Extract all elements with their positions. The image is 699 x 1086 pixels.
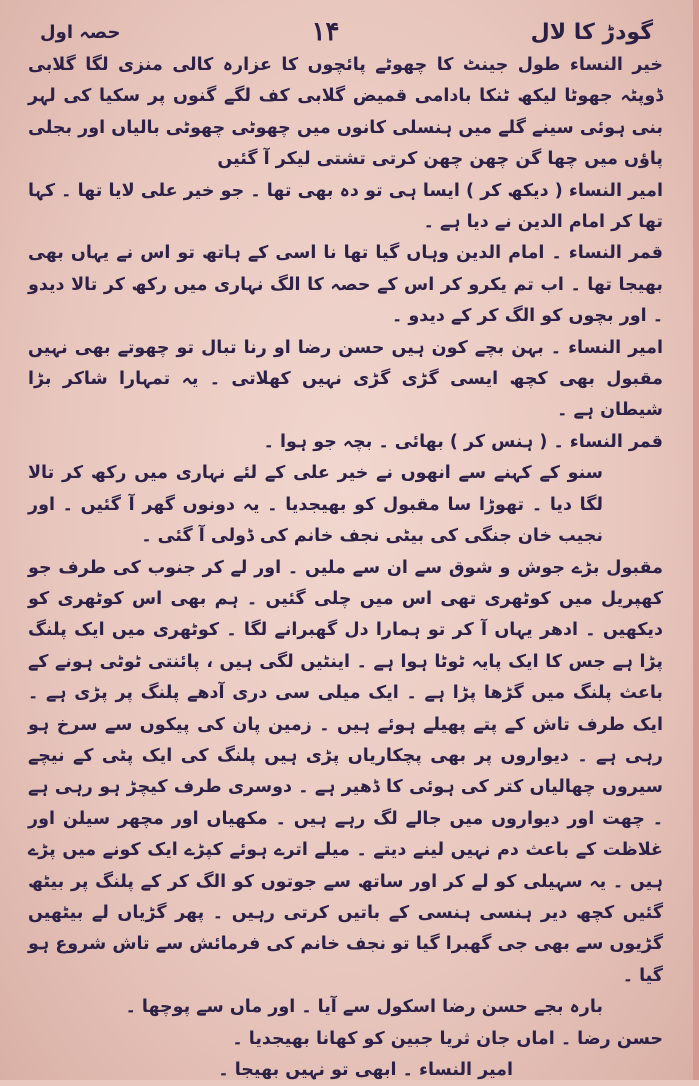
paragraph: مقبول بڑے جوش و شوق سے ان سے ملیں ۔ اور لے کر جنوب کی طرف جو کھپریل میں کوٹھری تھی اس میں چلی گئیں ۔ ہم بھی اس کوٹھری کو دیکھیں ۔ ادھر یہاں آ کر تو ہمارا دل گھبرانے لگا ۔ کوٹھری میں ایک پلنگ پڑا ہے جس کا ایک پایہ ٹوٹا ہوا ہے ۔ اینٹیں لگی ہیں ، پائنتی ٹوٹی ہونے کے باعث پلنگ میں گڑھا پڑا ہے ۔ ایک میلی سی دری آدھے پلنگ پر پڑی ہے ۔ ایک طرف تاش کے پتے پھیلے ہوئے ہیں ۔ زمین پان کی پیکوں سے سرخ ہو رہی ہے ۔ دیواروں پر بھی پچکاریاں پڑی ہیں پلنگ کی ایک پٹی کے نیچے سیروں چھالیاں کتر کی ہوئی کا ڈھیر ہے ۔ دوسری طرف کیچڑ ہو رہی ہے ۔ چھت اور دیواروں میں جالے لگ رہے ہیں ۔ مکھیاں اور مچھر سیلن اور غلاظت کے باعث دم نہیں لینے دیتے ۔ میلے اترے ہوئے کپڑے ایک کونے میں پڑے ہیں ۔ یہ سہیلی کو لے کر اور ساتھ سے جوتوں کو الگ کر کے پلنگ پر بیٹھ گئیں کچھ دیر ہنسی ہنسی کے باتیں کرتی رہیں ۔ پھر گڑیاں لے بیٹھیں گڑیوں سے بھی جی گھبرا گیا تو نجف خانم کی فرمائش سے تاش شروع ہو گیا ۔ [28, 557, 663, 986]
paragraph: امیر النساء ۔ ابھی تو نہیں بھیجا ۔ [218, 1060, 513, 1080]
book-title: گودڑ کا لال [530, 19, 653, 45]
paragraph: امیر النساء ( دیکھ کر ) ایسا ہی تو دہ بھی تھا ۔ جو خیر علی لایا تھا ۔ کہا تھا کر امام الدین نے دیا ہے ۔ [28, 180, 663, 233]
paragraph: حسن رضا ۔ اماں جان ثریا جبین کو کھانا بھیجدیا ۔ [232, 1028, 663, 1049]
paragraph: سنو کے کہنے سے انھوں نے خیر علی کے لئے نہاری میں رکھ کر تالا لگا دیا ۔ تھوڑا سا مقبول کو بھیجدیا ۔ یہ دونوں گھر آ گئیں ۔ اور نجیب خان جنگی کی بیٹی نجف خانم کی ڈولی آ گئی ۔ [28, 463, 603, 547]
page-number: ۱۴ [311, 17, 340, 47]
paragraph: امیر النساء ۔ بہن بچے کون ہیں حسن رضا او رنا تبال تو چھوتے بھی نہیں مقبول بھی کچھ ایسی گڑی گڑی نہیں کھلاتی ۔ یہ تمہارا شاکر بڑا شیطان ہے ۔ [28, 337, 663, 421]
paragraph: قمر النساء ۔ ( ہنس کر ) بھائی ۔ بچہ جو ہوا ۔ [263, 431, 663, 452]
paragraph: قمر النساء ۔ امام الدین وہاں گیا تھا نا اسی کے ہاتھ تو اس نے یہاں بھی بھیجا تھا ۔ اب تم یکرو کر اس کے حصہ کا الگ نہاری میں رکھ کر تالا دیدو ۔ اور بچوں کو الگ کر کے دیدو ۔ [28, 243, 663, 327]
page-body [28, 50, 663, 1080]
paragraph: بارہ بجے حسن رضا اسکول سے آیا ۔ اور ماں سے پوچھا ۔ [125, 997, 603, 1018]
paragraph: خیر النساء طول جینٹ کا چھوٹے پائچوں کا عزارہ کالی منزی لگا گلابی ڈوپٹہ جھوٹا لیکھ ٹنکا بادامی قمیض گلابی کف لگے گنوں پر سکیا کی لہر بنی ہوئی سینے گلے میں ہنسلی کانوں میں چھوٹی چھوٹی بالیاں اور بجلی پاؤں میں چھا گن چھن چھن کرتی تشتی لیکر آ گئیں [28, 55, 663, 170]
page-header [40, 12, 653, 52]
section-label: حصہ اول [40, 21, 121, 43]
